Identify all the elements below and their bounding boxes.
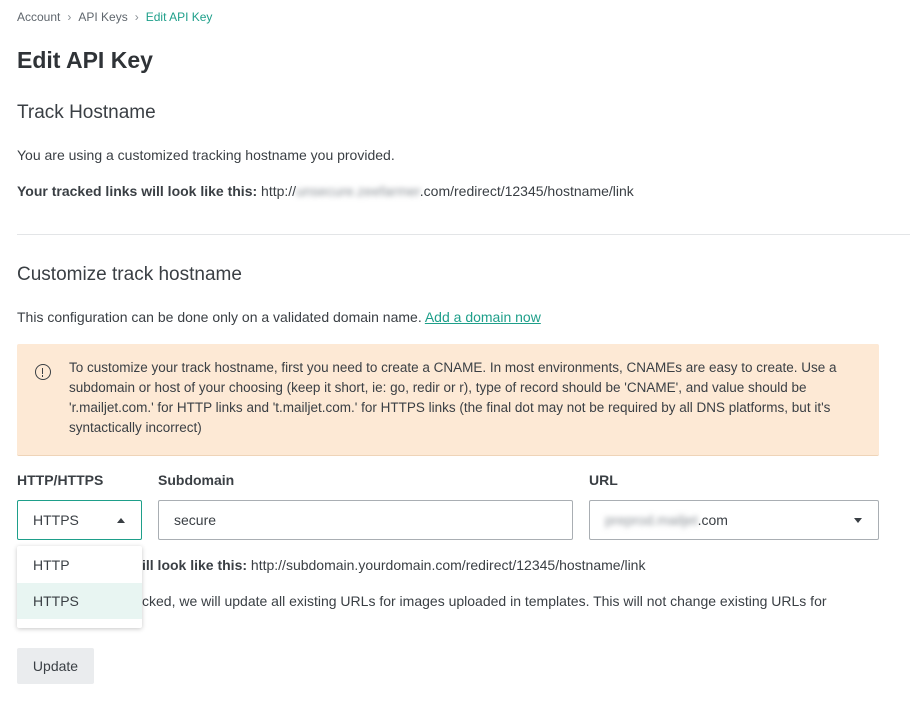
protocol-option-http[interactable]: HTTP	[33, 557, 70, 573]
breadcrumb	[17, 10, 212, 24]
url-select-value-suffix: .com	[697, 512, 728, 528]
protocol-select[interactable]	[17, 500, 142, 540]
protocol-option-https[interactable]: HTTPS	[17, 583, 142, 619]
update-urls-note: cked, we will update all existing URLs for images uploaded in templates. This will not change existing URLs for	[142, 593, 827, 609]
breadcrumb-account[interactable]: Account	[17, 10, 61, 24]
track-hostname-title: Track Hostname	[17, 102, 156, 123]
subdomain-input-value: secure	[174, 512, 217, 528]
url-select-value-redacted: preprod.mailjet	[605, 512, 698, 528]
customize-description-text: This configuration can be done only on a validated domain name.	[17, 309, 422, 325]
caret-down-icon	[854, 518, 862, 523]
caret-up-icon	[117, 518, 125, 523]
tracked-link-suffix: .com/redirect/12345/hostname/link	[419, 183, 634, 199]
tracked-link-preview	[17, 183, 634, 199]
url-label: URL	[589, 472, 618, 488]
update-button[interactable]: Update	[17, 648, 94, 684]
subdomain-input[interactable]	[158, 500, 573, 540]
section-divider	[17, 234, 910, 235]
customize-title: Customize track hostname	[17, 264, 242, 285]
info-circle-icon	[35, 364, 51, 380]
subdomain-label: Subdomain	[158, 472, 235, 488]
tracked-link-label: Your tracked links will look like this:	[17, 183, 258, 199]
protocol-label: HTTP/HTTPS	[17, 472, 104, 488]
customize-description	[17, 309, 541, 325]
hostname-preview-label: ill look like this:	[142, 557, 248, 573]
alert-text: To customize your track hostname, first you need to create a CNAME. In most environments, CNAMEs are easy to create. Use a subdomain or host of your choosing (keep it short, ie: go, redir or r), type of record should be 'CNAME', and value should be 'r.mailjet.com.' for HTTP links and 't.mailjet.com.' for HTTPS links (the final dot may not be required by all DNS platforms, but it's syntactically incorrect)	[69, 360, 837, 435]
url-select[interactable]	[589, 500, 879, 540]
protocol-select-value: HTTPS	[33, 512, 79, 528]
tracked-link-host-redacted: unsecure.zeefarmer	[296, 183, 420, 199]
hostname-preview	[142, 557, 645, 573]
page-title: Edit API Key	[17, 47, 153, 73]
tracked-link-prefix: http://	[261, 183, 297, 199]
breadcrumb-current: Edit API Key	[145, 10, 213, 24]
cname-info-alert	[17, 344, 879, 456]
chevron-right-icon: ›	[67, 10, 72, 24]
hostname-preview-url: http://subdomain.yourdomain.com/redirect/12345/hostname/link	[250, 557, 646, 573]
protocol-dropdown-menu	[17, 546, 142, 628]
breadcrumb-api-keys[interactable]: API Keys	[78, 10, 128, 24]
chevron-right-icon: ›	[134, 10, 139, 24]
track-hostname-description: You are using a customized tracking hostname you provided.	[17, 147, 395, 163]
add-domain-link[interactable]: Add a domain now	[424, 309, 541, 325]
